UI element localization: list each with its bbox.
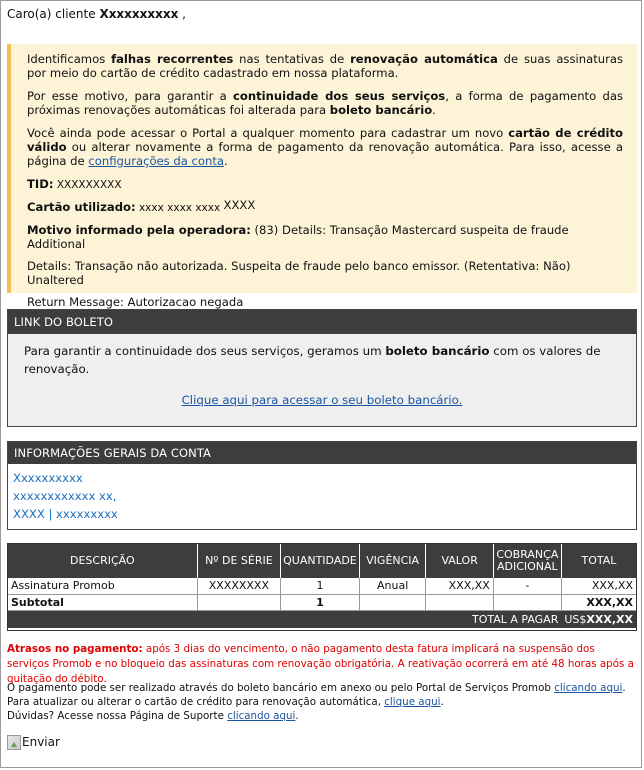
account-info-body <box>8 464 636 529</box>
support-link[interactable]: clicando aqui <box>227 710 296 722</box>
cell-vigencia: Anual <box>359 578 426 594</box>
col-cobranca: COBRANÇA ADICIONAL <box>493 544 561 578</box>
total-label: TOTAL A PAGAR <box>8 610 561 628</box>
alert-paragraph-2: Por esse motivo, para garantir a continuidade dos seus serviços, a forma de pagamento das próximas renovações automáticas foi alterada para boleto bancário. <box>27 89 623 117</box>
account-name: Xxxxxxxxxx <box>13 471 83 485</box>
payment-failure-alert <box>7 44 637 309</box>
account-info-panel <box>7 441 637 530</box>
subtotal-total: XXX,XX <box>561 594 636 610</box>
col-total: TOTAL <box>561 544 636 578</box>
invoice-table <box>7 543 637 631</box>
cell-cobranca: - <box>493 578 561 594</box>
table-header-row <box>8 544 636 578</box>
col-descricao: DESCRIÇÃO <box>8 544 197 578</box>
col-valor: VALOR <box>426 544 493 578</box>
boleto-panel-body <box>8 334 636 426</box>
greeting <box>7 7 186 21</box>
boleto-link[interactable]: Clique aqui para acessar o seu boleto bancário. <box>181 393 463 407</box>
footer-text: O pagamento pode ser realizado através do boleto bancário em anexo ou pelo Portal de Serviços Promob clicando aqui. Para atualizar ou alterar o cartão de crédito para renovação automática, clique aqui. Dúvidas? Acesse nossa Página de Suporte clicando aqui. <box>7 682 626 722</box>
total-row <box>8 610 636 628</box>
total-amount: US$XXX,XX <box>561 610 636 628</box>
subtotal-row <box>8 594 636 610</box>
cell-serie: XXXXXXXX <box>197 578 280 594</box>
col-vigencia: VIGÊNCIA <box>359 544 426 578</box>
col-serie: Nº DE SÉRIE <box>197 544 280 578</box>
account-address: xxxxxxxxxxxx xx, <box>13 489 117 503</box>
broken-image-icon <box>7 735 21 750</box>
customer-name: Xxxxxxxxxx <box>99 7 179 21</box>
return-message-row: Return Message: Autorizacao negada <box>27 295 244 309</box>
cell-quantidade: 1 <box>281 578 360 594</box>
boleto-panel-header: LINK DO BOLETO <box>8 310 636 334</box>
cell-descricao: Assinatura Promob <box>8 578 197 594</box>
late-payment-notice: Atrasos no pagamento: após 3 dias do vencimento, o não pagamento desta fatura implicará na suspensão dos serviços Promob e no bloqueio das assinaturas com renovação obrigatória. A reativação ocorrerá em até 48 horas após a quitação do débito. <box>7 643 634 685</box>
greeting-suffix: , <box>178 7 186 21</box>
details-row: Details: Transação não autorizada. Suspeita de fraude pelo banco emissor. (Retentativa: Não) Unaltered <box>27 259 571 287</box>
enviar-alt-text: Enviar <box>22 735 60 749</box>
subtotal-label: Subtotal <box>8 594 197 610</box>
account-id: XXXX | xxxxxxxxx <box>13 507 118 521</box>
reason-row: Motivo informado pela operadora: (83) Details: Transação Mastercard suspeita de fraude Additional <box>27 223 569 251</box>
tid-row: TID: XXXXXXXXX <box>27 177 122 191</box>
table-row <box>8 578 636 594</box>
card-row: Cartão utilizado: xxxx xxxx xxxx XXXX <box>27 198 256 214</box>
account-settings-link[interactable]: configurações da conta <box>88 154 225 168</box>
enviar-image[interactable] <box>7 734 60 750</box>
account-info-header: INFORMAÇÕES GERAIS DA CONTA <box>8 442 636 464</box>
alert-paragraph-1: Identificamos falhas recorrentes nas tentativas de renovação automática de suas assinaturas por meio do cartão de crédito cadastrado em nossa plataforma. <box>27 52 623 80</box>
alert-paragraph-3: Você ainda pode acessar o Portal a qualquer momento para cadastrar um novo cartão de crédito válido ou alterar novamente a forma de pagamento da renovação automática. Para isso, acesse a página de configurações da conta. <box>27 126 623 168</box>
boleto-panel <box>7 309 637 427</box>
subtotal-quantity: 1 <box>281 594 360 610</box>
boleto-text: Para garantir a continuidade dos seus serviços, geramos um boleto bancário com os valores de renovação. <box>24 344 601 376</box>
portal-link[interactable]: clicando aqui <box>554 682 623 694</box>
greeting-prefix: Caro(a) cliente <box>7 7 100 21</box>
cell-total: XXX,XX <box>561 578 636 594</box>
update-card-link[interactable]: clique aqui <box>384 696 441 708</box>
cell-valor: XXX,XX <box>426 578 493 594</box>
col-quantidade: QUANTIDADE <box>281 544 360 578</box>
